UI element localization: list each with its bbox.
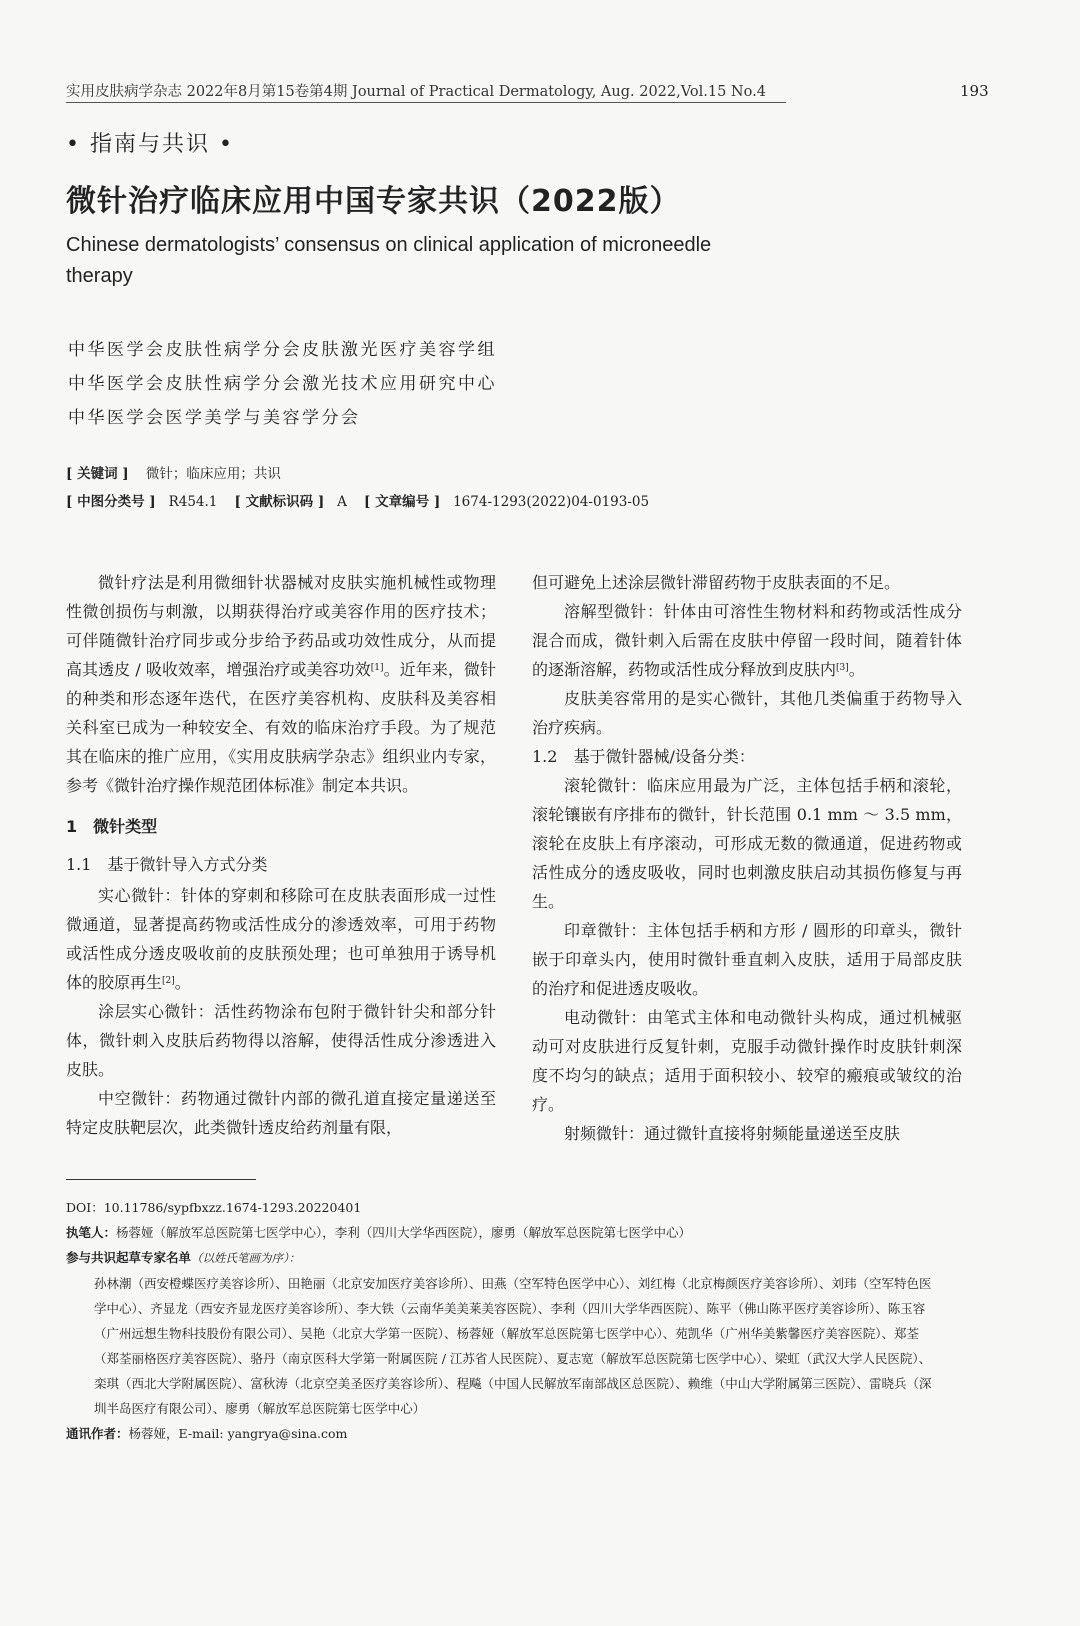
correspondence: 杨蓉娅，E-mail: yangrya@sina.com bbox=[128, 1426, 348, 1441]
keywords-line bbox=[66, 460, 649, 488]
citation: [1] bbox=[370, 663, 384, 673]
clc-label: [ 中图分类号 ] bbox=[66, 494, 156, 510]
experts-note: （以姓氏笔画为序）： bbox=[191, 1251, 301, 1265]
paragraph bbox=[66, 568, 496, 800]
paragraph bbox=[66, 881, 496, 997]
paragraph: 中空微针：药物通过微针内部的微孔道直接定量递送至特定皮肤靶层次，此类微针透皮给药剂量有限， bbox=[66, 1089, 496, 1137]
organizations bbox=[68, 333, 497, 435]
paragraph: 射频微针：通过微针直接将射频能量递送至皮肤 bbox=[564, 1124, 901, 1143]
doi: DOI：10.11786/sypfbxzz.1674-1293.20220401 bbox=[66, 1200, 362, 1215]
page-number: 193 bbox=[960, 82, 989, 100]
clc-value: R454.1 bbox=[168, 494, 218, 510]
keywords-label: [ 关键词 ] bbox=[66, 466, 129, 482]
section-label: • 指南与共识 • bbox=[66, 132, 234, 157]
doc-code-label: [ 文献标识码 ] bbox=[234, 494, 325, 510]
paragraph: 滚轮微针：临床应用最为广泛，主体包括手柄和滚轮，滚轮镶嵌有序排布的微针，针长范围 0.1 mm ～ 3.5 mm，滚轮在皮肤上有序滚动，可形成无数的微通道，促进药物或活性成分的透皮吸收，同时也刺激皮肤启动其损伤修复与再生。 bbox=[532, 776, 962, 911]
paragraph: 印章微针：主体包括手柄和方形 / 圆形的印章头，微针嵌于印章头内，使用时微针垂直刺入皮肤，适用于局部皮肤的治疗和促进透皮吸收。 bbox=[532, 921, 962, 998]
paragraph: 皮肤美容常用的是实心微针，其他几类偏重于药物导入治疗疾病。 bbox=[532, 689, 962, 737]
experts-label: 参与共识起草专家名单 bbox=[66, 1250, 192, 1265]
paragraph: 电动微针：由笔式主体和电动微针头构成，通过机械驱动可对皮肤进行反复针刺，克服手动微针操作时皮肤针刺深度不均匀的缺点；适用于面积较小、较窄的瘢痕或皱纹的治疗。 bbox=[532, 1008, 962, 1114]
paragraph-text: 实心微针：针体的穿刺和移除可在皮肤表面形成一过性微通道，显著提高药物或活性成分的渗透效率，可用于药物或活性成分透皮吸收前的皮肤预处理；也可单独用于诱导机体的胶原再生 bbox=[66, 886, 496, 992]
paragraph bbox=[532, 597, 962, 684]
article-title-cn: 微针治疗临床应用中国专家共识（2022版） bbox=[66, 184, 681, 219]
authors-label: 执笔人： bbox=[66, 1225, 117, 1240]
keywords: 微针；临床应用；共识 bbox=[145, 466, 281, 482]
article-meta bbox=[66, 460, 649, 516]
paragraph-text: 。近年来，微针的种类和形态逐年迭代，在医疗美容机构、皮肤科及美容相关科室已成为一种较安全、有效的临床治疗手段。为了规范其在临床的推广应用，《实用皮肤病学杂志》组织业内专家，参考《微针治疗操作规范团体标准》制定本共识。 bbox=[66, 660, 496, 795]
organization: 中华医学会皮肤性病学分会皮肤激光医疗美容学组 bbox=[68, 340, 497, 360]
paragraph-text: 微针疗法是利用微细针状器械对皮肤实施机械性或物理性微创损伤与刺激，以期获得治疗或美容作用的医疗技术；可伴随微针治疗同步或分步给予药品或功效性成分，从而提高其透皮 / 吸收效率，增强治疗或美容功效 bbox=[66, 573, 496, 679]
paragraph: 涂层实心微针：活性药物涂布包附于微针针尖和部分针体，微针刺入皮肤后药物得以溶解，使得活性成分渗透进入皮肤。 bbox=[66, 1002, 496, 1079]
article-no-label: [ 文章编号 ] bbox=[364, 494, 441, 510]
experts-heading bbox=[66, 1245, 936, 1271]
paragraph: 但可避免上述涂层微针滞留药物于皮肤表面的不足。 bbox=[532, 573, 901, 592]
correspondence-label: 通讯作者： bbox=[66, 1426, 129, 1441]
footnote-divider bbox=[66, 1179, 256, 1180]
subsection-heading: 1.2 基于微针器械/设备分类： bbox=[532, 747, 755, 766]
subsection-heading: 1.1 基于微针导入方式分类 bbox=[66, 855, 268, 874]
paragraph-text: 。 bbox=[174, 973, 191, 992]
body-column-right bbox=[532, 568, 962, 1148]
classification-line bbox=[66, 488, 649, 516]
article-title-en: Chinese dermatologists’ consensus on clinical application of microneedle therapy bbox=[66, 234, 712, 287]
paragraph-text: 溶解型微针：针体由可溶性生物材料和药物或活性成分混合而成，微针刺入后需在皮肤中停留一段时间，随着针体的逐渐溶解，药物或活性成分释放到皮肤内 bbox=[532, 602, 962, 679]
organization: 中华医学会医学美学与美容学分会 bbox=[68, 408, 361, 428]
citation: [3] bbox=[836, 663, 849, 673]
section-heading: 1 微针类型 bbox=[66, 817, 158, 836]
doc-code-value: A bbox=[337, 494, 347, 510]
organization: 中华医学会皮肤性病学分会激光技术应用研究中心 bbox=[68, 374, 497, 394]
footnotes bbox=[66, 1195, 936, 1446]
article-no-value: 1674-1293(2022)04-0193-05 bbox=[453, 494, 650, 510]
body-column-left bbox=[66, 568, 496, 1142]
citation: [2] bbox=[162, 976, 175, 986]
authors: 杨蓉娅（解放军总医院第七医学中心），李利（四川大学华西医院），廖勇（解放军总医院第七医学中心） bbox=[116, 1225, 692, 1240]
experts-list: 孙林潮（西安橙蝶医疗美容诊所）、田艳丽（北京安加医疗美容诊所）、田燕（空军特色医学中心）、刘红梅（北京梅颜医疗美容诊所）、刘玮（空军特色医学中心）、齐显龙（西安齐显龙医疗美容诊所）、李大铁（云南华美美莱美容医院）、李利（四川大学华西医院）、陈平（佛山陈平医疗美容诊所）、陈玉容（广州远想生物科技股份有限公司）、吴艳（北京大学第一医院）、杨蓉娅（解放军总医院第七医学中心）、苑凯华（广州华美紫馨医疗美容医院）、郑荃（郑荃丽格医疗美容医院）、骆丹（南京医科大学第一附属医院 / 江苏省人民医院）、夏志宽（解放军总医院第七医学中心）、梁虹（武汉大学人民医院）、栾琪（西北大学附属医院）、富秋涛（北京空美圣医疗美容诊所）、程飚（中国人民解放军南部战区总医院）、赖维（中山大学附属第三医院）、雷晓兵（深圳半岛医疗有限公司）、廖勇（解放军总医院第七医学中心） bbox=[94, 1276, 932, 1416]
authors-line bbox=[66, 1220, 936, 1245]
correspondence-line bbox=[66, 1421, 936, 1446]
journal-header: 实用皮肤病学杂志 2022年8月第15卷第4期 Journal of Practical Dermatology, Aug. 2022,Vol.15 No.4 bbox=[66, 80, 786, 103]
paragraph-text: 。 bbox=[848, 660, 865, 679]
